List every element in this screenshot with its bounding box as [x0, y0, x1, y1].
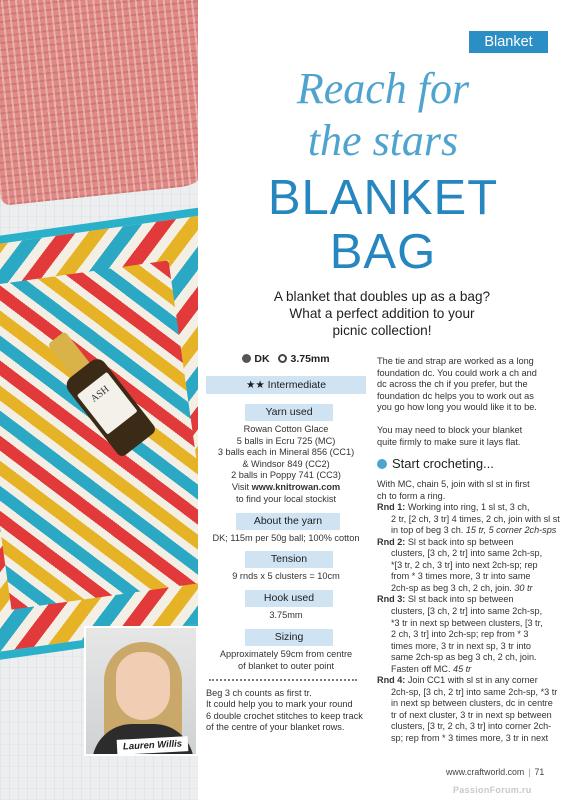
page-footer: www.craftworld.com | 71 [446, 767, 545, 777]
bullet-dot-icon [377, 459, 387, 469]
notes-right: The tie and strap are worked as a long foundation dc. You could work a ch and dc across the ch if you prefer, but the foundation dc helps you to work out as you go how long you would like it to be. [377, 356, 537, 413]
granny-blanket [0, 206, 198, 664]
page-number: 71 [534, 767, 545, 777]
hook-used-heading: Hook used [245, 590, 333, 607]
notes-left: Beg 3 ch counts as first tr. It could help you to mark your round 6 double crochet stitches to keep track of the centre of your blanket rows. [206, 688, 363, 733]
rnd3-label: Rnd 3: [377, 594, 406, 605]
weight-hook-row [206, 353, 366, 365]
designer-name: Lauren Willis [117, 736, 189, 755]
waffle-towel [0, 0, 198, 206]
about-yarn-text: DK; 115m per 50g ball; 100% cotton [212, 533, 360, 543]
about-yarn-heading: About the yarn [236, 513, 340, 530]
title-script-line1: Reach for [296, 64, 470, 113]
footer-site-link[interactable]: www.craftworld.com [446, 767, 525, 777]
sizing-text: Approximately 59cm from centre of blanket to outer point [219, 649, 353, 671]
yarn-used-list: Rowan Cotton Glace 5 balls in Ecru 725 (MC) 3 balls each in Mineral 856 (CC1) & Windsor 849 (CC2) 2 balls in Poppy 741 (CC3) Visit www.knitrowan.com to find your local stockist [217, 424, 355, 504]
stockist-link[interactable]: www.knitrowan.com [251, 481, 341, 492]
title-main-line1: BLANKET [267, 171, 499, 225]
yarn-weight: DK [254, 353, 270, 365]
start-crocheting-heading: Start crocheting... [377, 456, 494, 471]
intro-text: A blanket that doubles up as a bag? What a perfect addition to your picnic collection! [273, 289, 491, 338]
title-main-line2: BAG [329, 225, 437, 279]
section-tag: Blanket [469, 31, 548, 53]
watermark: PassionForum.ru [453, 785, 532, 795]
sizing-heading: Sizing [245, 629, 333, 646]
bottle-label: ASH [77, 372, 138, 435]
tension-heading: Tension [245, 551, 333, 568]
hook-size: 3.75mm [290, 353, 330, 365]
block-note: You may need to block your blanket quite firmly to make sure it lays flat. [377, 425, 523, 447]
rnd4-label: Rnd 4: [377, 675, 406, 686]
yarn-used-heading: Yarn used [245, 404, 333, 421]
rnd2-label: Rnd 2: [377, 536, 406, 547]
dotted-divider [209, 679, 357, 681]
tension-text: 9 rnds x 5 clusters = 10cm [232, 571, 340, 581]
title-script-line2: the stars [307, 116, 459, 165]
hook-icon [278, 354, 287, 363]
yarn-ball-icon [242, 354, 251, 363]
pattern-instructions: With MC, chain 5, join with sl st in first ch to form a ring. Rnd 1: Working into ring, 1 sl st, 3 ch, 2 tr, [2 ch, 3 tr] 4 times, 2 ch, join with sl st in top of beg 3 ch. 15 tr, 5 corner 2ch-sps Rnd 2: Sl st back into sp between clusters, [3 ch, 2 tr] into same 2ch-sp, *[3 tr, 2 ch, 3 tr] into next 2ch-sp; rep from * 3 times more, 3 tr into same 2ch-sp as beg 3 ch, 2 ch, join. 30 tr Rnd 3: Sl st back into sp between clusters, [3 ch, 2 tr] into same 2ch-sp, *3 tr in next sp between clusters, [3 tr, 2 ch, 3 tr] into 2ch-sp; rep from * 3 times more, 3 tr in next sp, 3 tr into same 2ch-sp as beg 3 ch, 2 ch, join. Fasten off MC. 45 tr Rnd 4: Join CC1 with sl st in any corner 2ch-sp, [3 ch, 2 tr] into same 2ch-sp, *3 tr in next sp between clusters, dc in centre tr of next cluster, 3 tr in next sp between clusters, [3 tr, 2 ch, 3 tr] into corner 2ch- sp; rep from * 3 times more, 3 tr in next [377, 479, 560, 744]
skill-level-badge: ★★ Intermediate [206, 376, 366, 394]
hook-used-text: 3.75mm [269, 610, 303, 620]
rnd1-label: Rnd 1: [377, 502, 406, 513]
